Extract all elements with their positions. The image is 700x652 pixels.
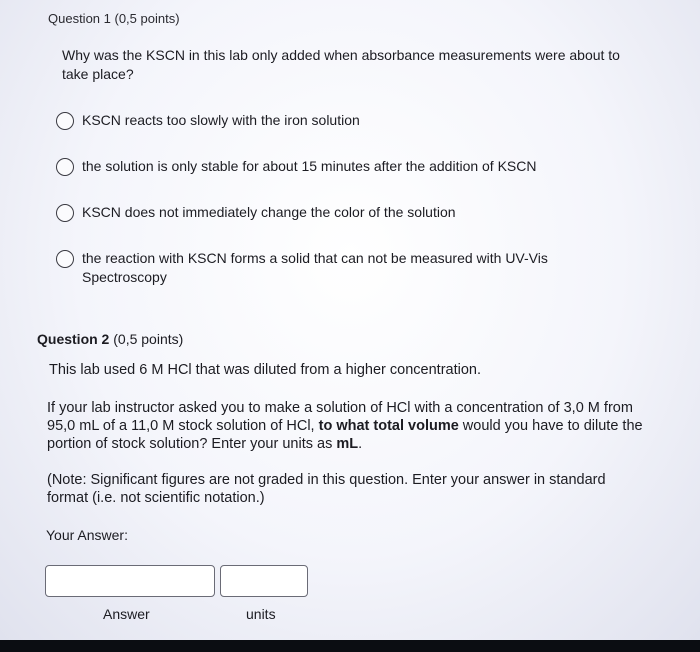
option-4[interactable] [56,249,612,287]
answer-input[interactable] [45,565,215,597]
option-3-label: KSCN does not immediately change the color of the solution [82,204,456,220]
option-1[interactable] [56,111,622,130]
body-end: . [358,436,363,452]
question-1-header [48,9,180,29]
option-4-label: the reaction with KSCN forms a solid that can not be measured with UV-Vis Spectroscopy [82,250,548,285]
option-2-label: the solution is only stable for about 15 minutes after the addition of KSCN [82,158,537,174]
option-2[interactable] [56,157,622,176]
question-1-points: (0,5 points) [114,11,180,26]
your-answer-label: Your Answer: [46,527,128,543]
question-2-number: Question 2 [37,331,110,347]
units-input[interactable] [220,565,308,597]
question-2-note: (Note: Significant figures are not graded in this question. Enter your answer in standard format (i.e. not scientific notation.) [47,472,606,506]
question-2-points: (0,5 points) [113,331,184,347]
option-1-label: KSCN reacts too slowly with the iron solution [82,112,360,128]
question-2-intro: This lab used 6 M HCl that was diluted from a higher concentration. [49,362,481,378]
question-2 [0,300,700,640]
question-1-number: Question 1 [48,11,111,26]
option-3[interactable] [56,203,622,222]
body-bold: to what total volume [318,418,459,434]
body-part-2: would you have to dilute the portion of stock solution? Enter your units as [47,418,643,452]
units-caption: units [246,606,276,622]
question-1 [0,0,700,300]
radio-button-icon[interactable] [56,250,74,268]
radio-button-icon[interactable] [56,158,74,176]
body-part-1: If your lab instructor asked you to make a solution of HCl with a concentration of 3,0 M from 95,0 mL of a 11,0 M stock solution of HCl, [47,400,633,434]
question-1-prompt: Why was the KSCN in this lab only added when absorbance measurements were about to take place? [62,47,620,82]
body-units-bold: mL [336,436,359,452]
radio-button-icon[interactable] [56,204,74,222]
question-2-header [37,329,183,349]
question-2-body [47,399,647,453]
answer-caption: Answer [103,606,150,622]
radio-button-icon[interactable] [56,112,74,130]
